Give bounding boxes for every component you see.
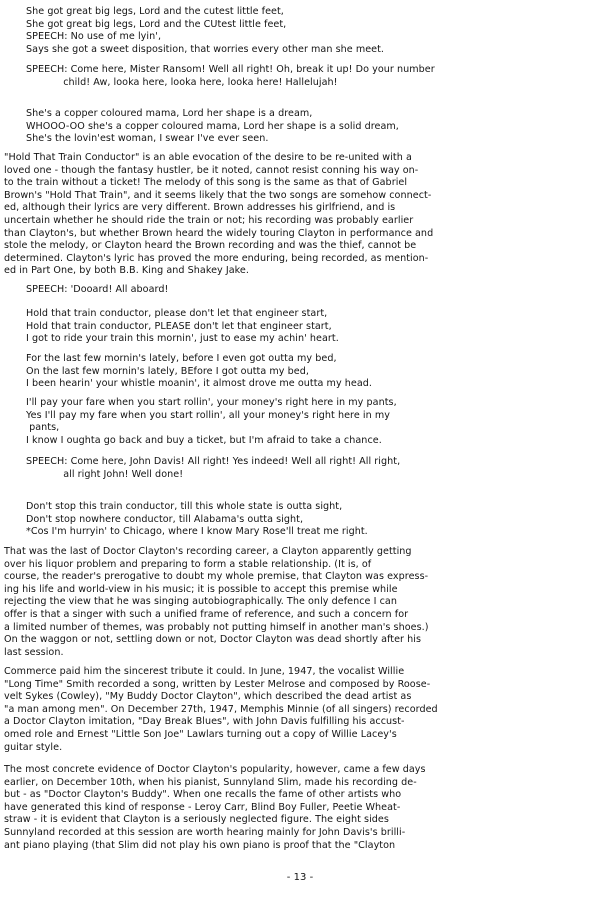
page-number: - 13 - (286, 872, 314, 883)
text-line: last session. (4, 646, 64, 658)
lyrics-verse (26, 353, 586, 391)
text-line: a limited number of themes, was probably not putting himself in another man's shoes.) (4, 621, 429, 633)
lyric-line: She got great big legs, Lord and the CUtest little feet, (26, 18, 287, 30)
text-line: earlier, on December 10th, when his pianist, Sunnyland Slim, made his recording de- (4, 776, 417, 788)
lyric-line: Don't stop this train conductor, till this whole state is outta sight, (26, 501, 343, 512)
lyric-line: I'll pay your fare when you start rollin', your money's right here in my pants, (26, 397, 397, 408)
text-line: guitar style. (4, 741, 63, 753)
text-line: than Clayton's, but whether Brown heard the widely touring Clayton in performance and (4, 227, 434, 239)
lyrics-verse (26, 308, 586, 346)
speech-line: SPEECH: 'Dooard! All aboard! (26, 284, 169, 295)
text-line: "Long Time" Smith recorded a song, written by Lester Melrose and composed by Roose- (4, 678, 431, 690)
lyric-line: Hold that train conductor, PLEASE don't let that engineer start, (26, 320, 332, 332)
body-paragraph (4, 764, 592, 852)
text-line: Sunnyland recorded at this session are worth hearing mainly for John Davis's brilli- (4, 826, 406, 838)
text-line: course, the reader's prerogative to doubt my whole premise, that Clayton was express- (4, 571, 429, 583)
lyrics-verse (26, 108, 586, 146)
text-line: The most concrete evidence of Doctor Clayton's popularity, however, came a few days (4, 764, 426, 775)
text-line: On the waggon or not, settling down or not, Doctor Clayton was dead shortly after his (4, 634, 422, 646)
lyric-line: Hold that train conductor, please don't let that engineer start, (26, 308, 328, 319)
text-line: Commerce paid him the sincerest tribute it could. In June, 1947, the vocalist Willie (4, 666, 405, 677)
lyric-line: WHOOO-OO she's a copper coloured mama, Lord her shape is a solid dream, (26, 120, 399, 132)
speech-line: child! Aw, looka here, looka here, looka here! Hallelujah! (26, 76, 338, 88)
text-line: velt Sykes (Cowley), "My Buddy Doctor Clayton", which described the dead artist as (4, 691, 412, 703)
text-line: ing his life and world-view in his music; it is possible to accept this premise while (4, 583, 398, 595)
text-line: That was the last of Doctor Clayton's recording career, a Clayton apparently getting (4, 546, 412, 557)
lyric-line: Yes I'll pay my fare when you start rollin', all your money's right here in my (26, 409, 390, 421)
body-paragraph (4, 666, 592, 754)
text-line: Brown's "Hold That Train", and it seems likely that the two songs are somehow connect- (4, 189, 432, 201)
text-line: "Hold That Train Conductor" is an able evocation of the desire to be re-united with a (4, 152, 412, 163)
lyrics-verse (26, 6, 586, 56)
lyrics-verse (26, 501, 586, 539)
speech-block (26, 284, 586, 297)
lyric-line: I been hearin' your whistle moanin', it almost drove me outta my head. (26, 378, 373, 390)
text-line: but - as "Doctor Clayton's Buddy". When one recalls the fame of other artists who (4, 789, 402, 801)
text-line: have generated this kind of response - Leroy Carr, Blind Boy Fuller, Peetie Wheat- (4, 801, 401, 813)
lyric-line: She's the lovin'est woman, I swear I've ever seen. (26, 133, 269, 145)
body-paragraph (4, 546, 592, 659)
text-line: uncertain whether he should ride the train or not; his recording was probably earlier (4, 214, 414, 226)
text-line: rejecting the view that he was singing autobiographically. The only defence I can (4, 596, 397, 608)
text-line: omed role and Ernest "Little Son Joe" Lawlars turning out a copy of Willie Lacey's (4, 728, 397, 740)
text-line: offer is that a singer with such a unified frame of reference, and such a concern for (4, 608, 409, 620)
text-line: loved one - though the fantasy hustler, be it noted, cannot resist conning his way on- (4, 164, 419, 176)
lyric-line: I know I oughta go back and buy a ticket, but I'm afraid to take a chance. (26, 434, 382, 446)
speech-block (26, 456, 586, 481)
text-line: stole the melody, or Clayton heard the Brown recording and was the thief, cannot be (4, 240, 417, 252)
lyrics-verse (26, 397, 586, 447)
speech-line: all right John! Well done! (26, 468, 184, 480)
lyric-line: On the last few mornin's lately, BEfore I got outta my bed, (26, 365, 309, 377)
text-line: a Doctor Clayton imitation, "Day Break Blues", with John Davis fulfilling his accust- (4, 716, 405, 728)
body-paragraph (4, 152, 592, 278)
speech-block (26, 64, 586, 89)
text-line: "a man among men". On December 27th, 1947, Memphis Minnie (of all singers) recorded (4, 703, 438, 715)
text-line: over his liquor problem and preparing to form a stable relationship. (It is, of (4, 558, 372, 570)
text-line: ed in Part One, by both B.B. King and Shakey Jake. (4, 265, 249, 277)
text-line: determined. Clayton's lyric has proved the more enduring, being recorded, as mention- (4, 252, 429, 264)
text-line: to the train without a ticket! The melody of this song is the same as that of Gabriel (4, 177, 408, 189)
speech-line: SPEECH: Come here, John Davis! All right! Yes indeed! Well all right! All right, (26, 456, 401, 467)
lyric-line: Says she got a sweet disposition, that worries every other man she meet. (26, 43, 385, 55)
text-line: ed, although their lyrics are very different. Brown addresses his girlfriend, and is (4, 202, 396, 214)
text-line: ant piano playing (that Slim did not play his own piano is proof that the "Clayton (4, 839, 396, 851)
lyric-line: She got great big legs, Lord and the cutest little feet, (26, 6, 284, 17)
lyric-line: SPEECH: No use of me lyin', (26, 31, 162, 43)
lyric-line: *Cos I'm hurryin' to Chicago, where I know Mary Rose'll treat me right. (26, 526, 368, 538)
lyric-line: She's a copper coloured mama, Lord her shape is a dream, (26, 108, 313, 119)
speech-line: SPEECH: Come here, Mister Ransom! Well all right! Oh, break it up! Do your number (26, 64, 435, 75)
lyric-line: pants, (26, 422, 60, 434)
lyric-line: For the last few mornin's lately, before I even got outta my bed, (26, 353, 337, 364)
text-line: straw - it is evident that Clayton is a seriously neglected figure. The eight sides (4, 814, 389, 826)
lyric-line: I got to ride your train this mornin', just to ease my achin' heart. (26, 333, 339, 345)
lyric-line: Don't stop nowhere conductor, till Alabama's outta sight, (26, 513, 304, 525)
